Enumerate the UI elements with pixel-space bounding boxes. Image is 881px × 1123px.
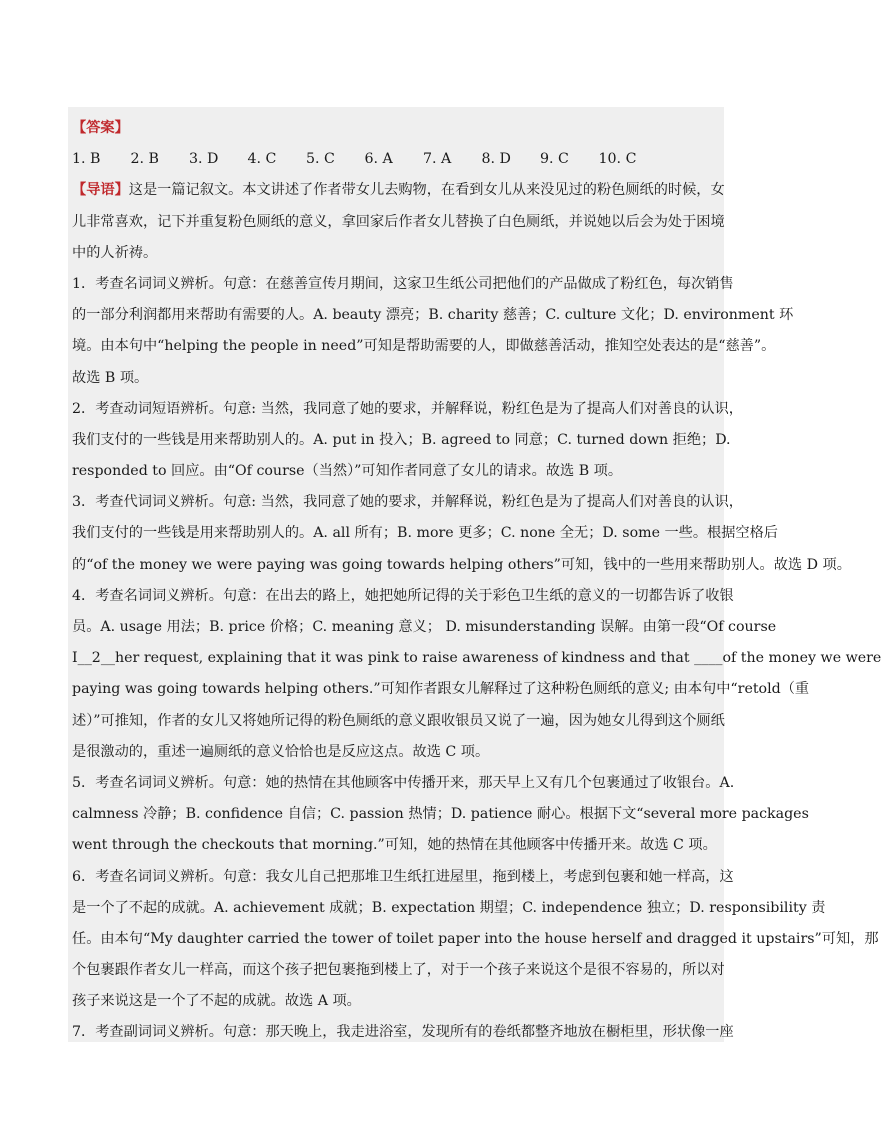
answer-item: 8. D [481,151,511,168]
guide-line [72,175,725,206]
answer-item: 10. C [598,151,637,168]
explanation-line: 4．考查名词词义辨析。句意：在出去的路上，她把她所记得的关于彩色卫生纸的意义的一切都告诉了收银 [72,587,734,604]
explanation-line: paying was going towards helping others.”可知作者跟女儿解释过了这种粉色厕纸的意义; 由本句中“retold（重 [72,681,810,698]
explanation-line: 述）”可推知，作者的女儿又将她所记得的粉色厕纸的意义跟收银员又说了一遍，因为她女儿得到这个厕纸 [72,712,725,729]
explanation-line: 是很激动的，重述一遍厕纸的意义恰恰也是反应这点。故选 C 项。 [72,743,490,760]
answer-item: 2. B [130,151,159,168]
answer-header-line [72,113,720,144]
explanation-line: 5．考查名词词义辨析。句意：她的热情在其他顾客中传播开来，那天早上又有几个包裹通过了收银台。A. [72,774,735,791]
explanation-line: 我们支付的一些钱是用来帮助别人的。A. put in 投入；B. agreed to 同意；C. turned down 拒绝；D. [72,431,731,448]
document-body [68,107,881,1049]
answer-item: 9. C [540,151,569,168]
guide-header: 【导语】 [72,182,129,199]
explanation-line: 境。由本句中“helping the people in need”可知是帮助需要的人，即做慈善活动，推知空处表达的是“慈善”。 [72,338,776,355]
explanation-line: 1．考查名词词义辨析。句意：在慈善宣传月期间，这家卫生纸公司把他们的产品做成了粉红色，每次销售 [72,275,734,292]
answer-key-row [72,144,720,175]
answer-item: 4. C [247,151,277,168]
explanation-line: 员。A. usage 用法；B. price 价格；C. meaning 意义； D. misunderstanding 误解。由第一段“Of course [72,619,777,635]
answer-header: 【答案】 [72,120,129,136]
explanation-line: I__2__her request, explaining that it was pink to raise awareness of kindness and that ____of the money we were [72,650,881,667]
answer-item: 6. A [364,151,393,168]
answer-item: 3. D [189,151,219,168]
explanation-line: 的一部分利润都用来帮助有需要的人。A. beauty 漂亮；B. charity 慈善；C. culture 文化；D. environment 环 [72,307,794,324]
answer-item: 5. C [306,151,335,168]
answer-item: 7. A [423,151,452,168]
explanation-line: responded to 回应。由“Of course（当然）”可知作者同意了女儿的请求。故选 B 项。 [72,463,623,480]
explanation-line: went through the checkouts that morning.”可知，她的热情在其他顾客中传播开来。故选 C 项。 [72,837,717,854]
explanation-line: calmness 冷静；B. confidence 自信；C. passion 热情；D. patience 耐心。根据下文“several more packages [72,806,809,823]
guide-text: 这是一篇记叙文。本文讲述了作者带女儿去购物，在看到女儿从来没见过的粉色厕纸的时候，女 [128,182,725,199]
explanation-line: 故选 B 项。 [72,369,149,386]
answer-item: 1. B [72,151,101,168]
explanation-line: 我们支付的一些钱是用来帮助别人的。A. all 所有；B. more 更多；C. none 全无；D. some 一些。根据空格后 [72,525,778,542]
explanation-line: 是一个了不起的成就。A. achievement 成就；B. expectation 期望；C. independence 独立；D. responsibility 责 [72,899,826,916]
guide-line: 中的人祈祷。 [72,244,158,261]
explanation-line: 6．考查名词词义辨析。句意：我女儿自己把那堆卫生纸扛进屋里，拖到楼上，考虑到包裹和她一样高，这 [72,868,734,885]
guide-line: 儿非常喜欢，记下并重复粉色厕纸的意义，拿回家后作者女儿替换了白色厕纸，并说她以后会为处于困境 [72,213,725,230]
explanation-line: 3．考查代词词义辨析。句意: 当然，我同意了她的要求，并解释说，粉红色是为了提高人们对善良的认识， [72,494,743,511]
explanation-line: 个包裹跟作者女儿一样高，而这个孩子把包裹拖到楼上了，对于一个孩子来说这个是很不容易的，所以对 [72,962,725,979]
answer-explanation-panel [68,107,881,1042]
explanation-line: 7．考查副词词义辨析。句意：那天晚上，我走进浴室，发现所有的卷纸都整齐地放在橱柜里，形状像一座 [72,1024,734,1041]
explanation-line: 任。由本句“My daughter carried the tower of toilet paper into the house herself and dragged it upstairs”可知，那 [72,930,879,947]
explanation-line: 2．考查动词短语辨析。句意: 当然，我同意了她的要求，并解释说，粉红色是为了提高人们对善良的认识， [72,400,743,417]
explanation-line: 孩子来说这是一个了不起的成就。故选 A 项。 [72,993,361,1010]
explanation-line: 的“of the money we were paying was going towards helping others”可知，钱中的一些用来帮助别人。故选 D 项。 [72,556,851,573]
